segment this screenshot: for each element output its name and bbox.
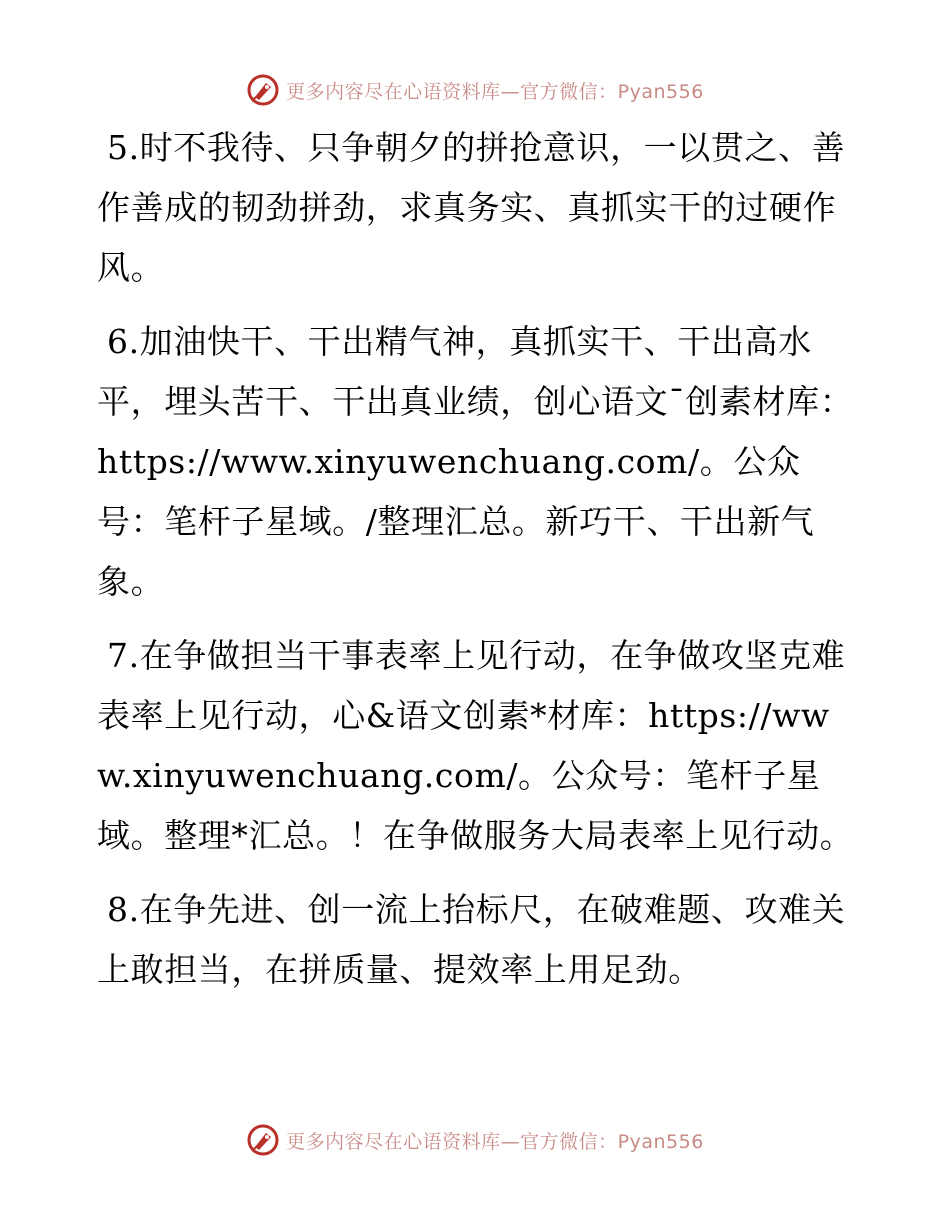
pen-nib-logo-icon <box>246 73 280 107</box>
header-banner-text: 更多内容尽在心语资料库—官方微信：Pyan556 <box>286 80 704 103</box>
pen-nib-logo-icon <box>246 1123 280 1157</box>
header-watermark-banner <box>0 70 950 110</box>
paragraph-7: 7.在争做担当干事表率上见行动，在争做攻坚克难表率上见行动，心&语文创素*材库：https://www.xinyuwenchuang.com/。公众号：笔杆子星域。整理*汇总。！在争做服务大局表率上见行动。 <box>97 636 854 855</box>
document-body <box>97 118 857 1014</box>
paragraph-6: 6.加油快干、干出精气神，真抓实干、干出高水平，埋头苦干、干出真业绩，创心语文¯创素材库：https://www.xinyuwenchuang.com/。公众号：笔杆子星域。/整理汇总。新巧干、干出新气象。 <box>97 322 854 601</box>
paragraph-5: 5.时不我待、只争朝夕的拼抢意识，一以贯之、善作善成的韧劲拼劲，求真务实、真抓实干的过硬作风。 <box>97 128 846 287</box>
footer-banner-text: 更多内容尽在心语资料库—官方微信：Pyan556 <box>286 1130 704 1153</box>
footer-watermark-banner <box>0 1120 950 1160</box>
paragraph-8: 8.在争先进、创一流上抬标尺，在破难题、攻难关上敢担当，在拼质量、提效率上用足劲。 <box>97 890 846 989</box>
